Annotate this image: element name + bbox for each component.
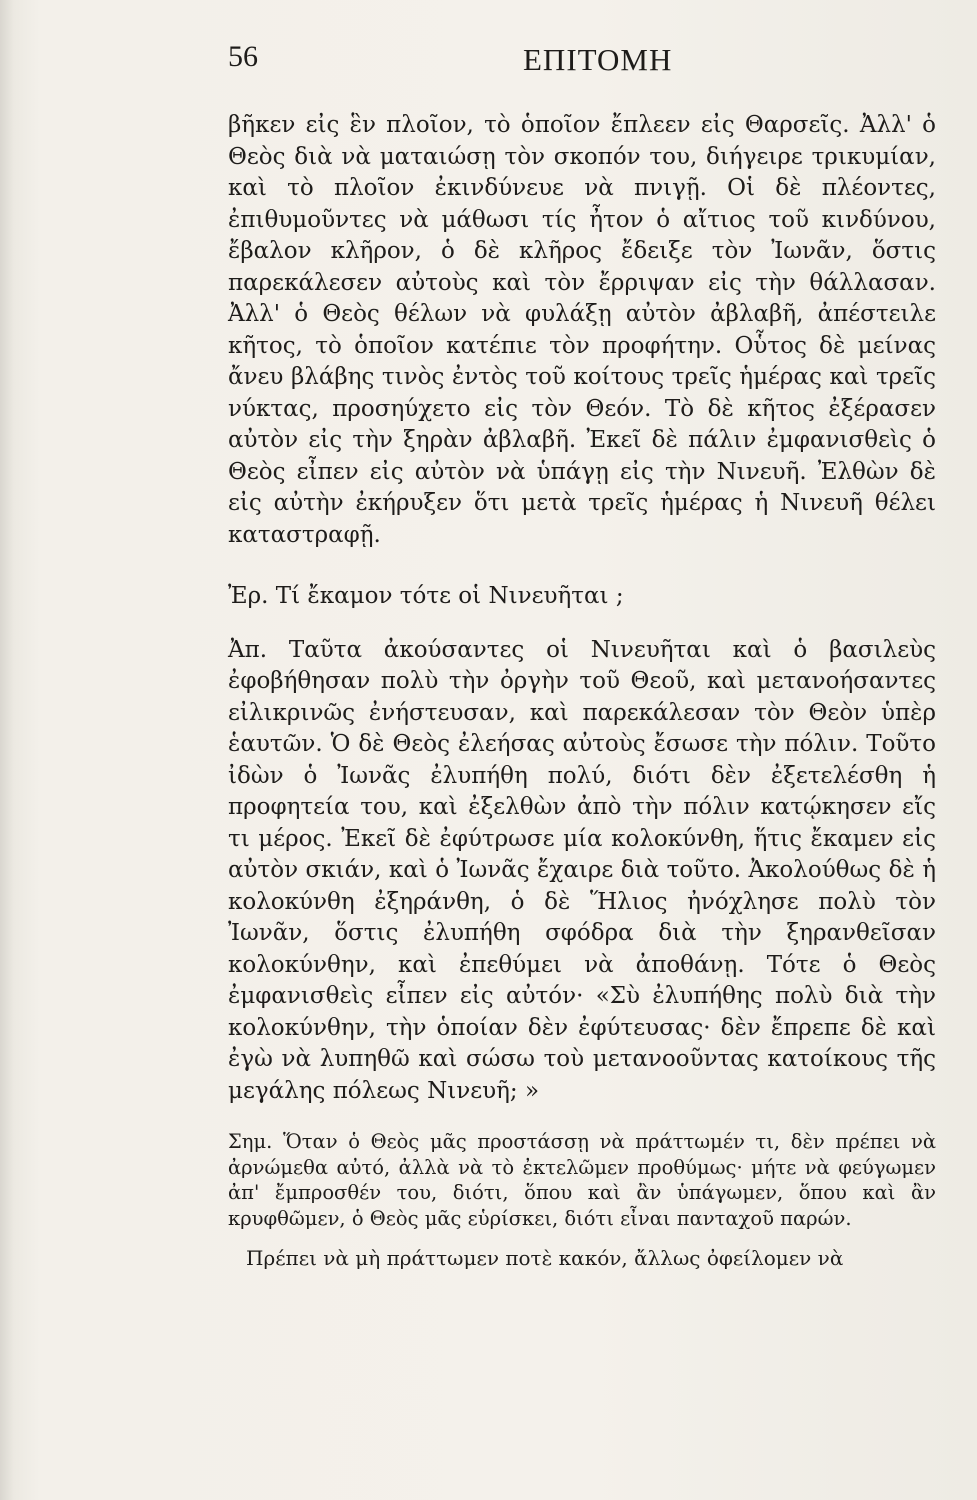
- page-header: [228, 40, 917, 80]
- closing-line: Πρέπει νὰ μὴ πράττωμεν ποτὲ κακόν, ἄλλως ὀφείλομεν νὰ: [246, 1246, 844, 1270]
- answer-paragraph: Ἀπ. Ταῦτα ἀκούσαντες οἱ Νινευῆται καὶ ὁ βασιλεὺς ἐφοβήθησαν πολὺ τὴν ὀργὴν τοῦ Θεοῦ, καὶ μετανοήσαντες εἰλικρινῶς ἐνήστευσαν, καὶ παρεκάλεσαν τὸν Θεὸν ὑπὲρ ἑαυτῶν. Ὁ δὲ Θεὸς ἐλεήσας αὐτοὺς ἔσωσε τὴν πόλιν. Τοῦτο ἰδὼν ὁ Ἰωνᾶς ἐλυπήθη πολύ, διότι δὲν ἐξετελέσθη ἡ προφητεία του, καὶ ἐξελθὼν ἀπὸ τὴν πόλιν κατῴκησεν εἴς τι μέρος. Ἐκεῖ δὲ ἐφύτρωσε μία κολοκύνθη, ἥτις ἔκαμεν εἰς αὐτὸν σκιάν, καὶ ὁ Ἰωνᾶς ἔχαιρε διὰ τοῦτο. Ἀκολούθως δὲ ἡ κολοκύνθη ἐξηράνθη, ὁ δὲ Ἥλιος ἠνόχλησε πολὺ τὸν Ἰωνᾶν, ὅστις ἐλυπήθη σφόδρα διὰ τὴν ξηρανθεῖσαν κολοκύνθην, καὶ ἐπεθύμει νὰ ἀποθάνῃ. Τότε ὁ Θεὸς ἐμφανισθεὶς εἶπεν εἰς αὐτόν· «Σὺ ἐλυπήθης πολὺ διὰ τὴν κολοκύνθην, τὴν ὁποίαν δὲν ἐφύτευσας· δὲν ἔπρεπε δὲ καὶ ἐγὼ νὰ λυπηθῶ καὶ σώσω τοὺ μετανοοῦντας κατοίκους τῆς μεγάλης πόλεως Νινευῆ; »: [228, 636, 936, 1104]
- body-text: [228, 110, 936, 1271]
- note-paragraph: Σημ. Ὅταν ὁ Θεὸς μᾶς προστάσσῃ νὰ πράττωμέν τι, δὲν πρέπει νὰ ἀρνώμεθα αὐτό, ἀλλὰ νὰ τὸ ἐκτελῶμεν προθύμως· μήτε νὰ φεύγωμεν ἀπ' ἔμπροσθέν του, διότι, ὅπου καὶ ἂν ὑπάγωμεν, ὅπου καὶ ἂν κρυφθῶμεν, ὁ Θεὸς μᾶς εὑρίσκει, διότι εἶναι πανταχοῦ παρών.: [228, 1130, 936, 1230]
- question-paragraph: Ἐρ. Τί ἔκαμον τότε οἱ Νινευῆται ;: [228, 583, 624, 609]
- narrative-paragraph: βῆκεν εἰς ἓν πλοῖον, τὸ ὁποῖον ἔπλεεν εἰς Θαρσεῖς. Ἀλλ' ὁ Θεὸς διὰ νὰ ματαιώσῃ τὸν σκοπόν του, διήγειρε τρικυμίαν, καὶ τὸ πλοῖον ἐκινδύνευε νὰ πνιγῇ. Οἱ δὲ πλέοντες, ἐπιθυμοῦντες νὰ μάθωσι τίς ἦτον ὁ αἴτιος τοῦ κινδύνου, ἔβαλον κλῆρον, ὁ δὲ κλῆρος ἔδειξε τὸν Ἰωνᾶν, ὅστις παρεκάλεσεν αὐτοὺς καὶ τὸν ἔρριψαν εἰς τὴν θάλλασαν. Ἀλλ' ὁ Θεὸς θέλων νὰ φυλάξῃ αὐτὸν ἀβλαβῆ, ἀπέστειλε κῆτος, τὸ ὁποῖον κατέπιε τὸν προφήτην. Οὗτος δὲ μείνας ἄνευ βλάβης τινὸς ἐντὸς τοῦ κοίτους τρεῖς ἡμέρας καὶ τρεῖς νύκτας, προσηύχετο εἰς τὸν Θεόν. Τὸ δὲ κῆτος ἐξέρασεν αὐτὸν εἰς τὴν ξηρὰν ἀβλαβῆ. Ἐκεῖ δὲ πάλιν ἐμφανισθεὶς ὁ Θεὸς εἶπεν εἰς αὐτὸν νὰ ὑπάγῃ εἰς τὴν Νινευῆ. Ἐλθὼν δὲ εἰς αὐτὴν ἐκήρυξεν ὅτι μετὰ τρεῖς ἡμέρας ἡ Νινευῆ θέλει καταστραφῇ.: [228, 112, 936, 548]
- running-title: ΕΠΙΤΟΜΗ: [523, 42, 673, 77]
- page-number: 56: [228, 40, 258, 73]
